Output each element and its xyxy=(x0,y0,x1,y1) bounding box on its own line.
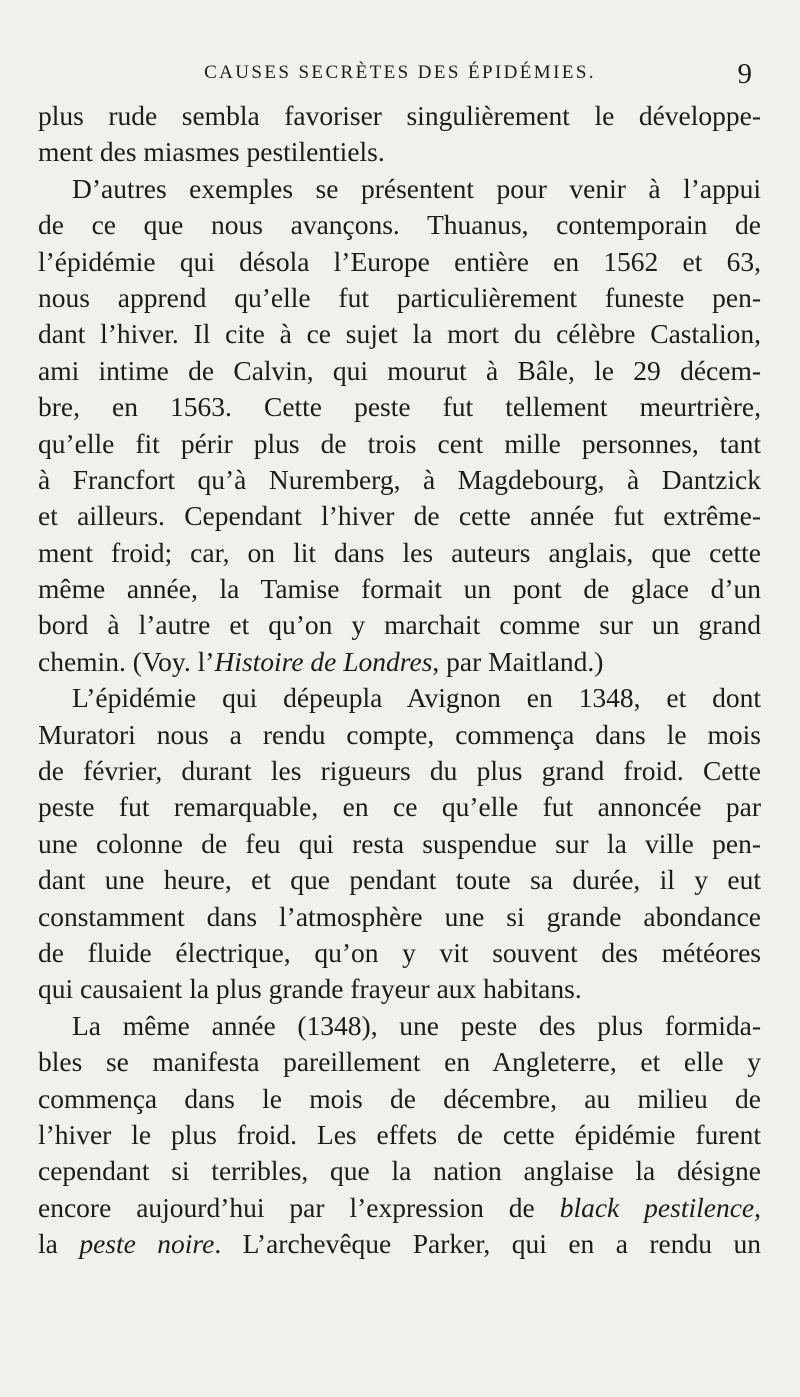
text-segment: chemin. (Voy. l’ xyxy=(38,645,215,677)
text-line: de fluide électrique, qu’on y vit souvent des météores xyxy=(38,936,761,968)
text-line: ment froid; car, on lit dans les auteurs anglais, que cette xyxy=(38,536,761,568)
text-line xyxy=(38,1190,761,1226)
text-line: une colonne de feu qui resta suspendue sur la ville pen- xyxy=(38,827,761,859)
text-line: plus rude sembla favoriser singulièrement le développe- xyxy=(38,100,761,131)
text-line: ami intime de Calvin, qui mourut à Bâle, le 29 décem- xyxy=(38,354,761,386)
text-line: D’autres exemples se présentent pour venir à l’appui xyxy=(72,172,761,204)
text-segment: la xyxy=(38,1228,80,1260)
text-line: l’épidémie qui désola l’Europe entière en 1562 et 63, xyxy=(38,245,761,277)
text-line: peste fut remarquable, en ce qu’elle fut annoncée par xyxy=(38,791,761,823)
text-line: nous apprend qu’elle fut particulièrement funeste pen- xyxy=(38,281,761,313)
italic-term: peste noire xyxy=(79,1228,215,1260)
text-line: à Francfort qu’à Nuremberg, à Magdebourg, à Dantzick xyxy=(38,463,761,495)
text-line: dant une heure, et que pendant toute sa durée, il y eut xyxy=(38,864,761,896)
text-line: La même année (1348), une peste des plus formida- xyxy=(72,1009,761,1041)
text-line: de février, durant les rigueurs du plus grand froid. Cette xyxy=(38,755,761,787)
running-header xyxy=(38,58,762,98)
text-segment: encore aujourd’hui par l’expression de xyxy=(38,1191,560,1223)
text-line: qu’elle fit périr plus de trois cent mille personnes, tant xyxy=(38,427,761,459)
text-line: bre, en 1563. Cette peste fut tellement meurtrière, xyxy=(38,391,761,423)
text-line: même année, la Tamise formait un pont de glace d’un xyxy=(38,573,761,605)
text-line: dant l’hiver. Il cite à ce sujet la mort du célèbre Castalion, xyxy=(38,318,761,350)
running-title: CAUSES SECRÈTES DES ÉPIDÉMIES. xyxy=(204,62,596,83)
text-line: et ailleurs. Cependant l’hiver de cette année fut extrême- xyxy=(38,500,761,532)
text-line: bord à l’autre et qu’on y marchait comme sur un grand xyxy=(38,609,761,641)
text-segment: , par Maitland.) xyxy=(432,645,604,677)
italic-term: black pestilence xyxy=(559,1191,755,1223)
text-line: constamment dans l’atmosphère une si grande abondance xyxy=(38,900,761,932)
body-text xyxy=(38,98,761,1263)
text-line: Muratori nous a rendu compte, commença dans le mois xyxy=(38,718,761,750)
text-line: qui causaient la plus grande frayeur aux habitans. xyxy=(38,973,582,1005)
text-segment: , xyxy=(754,1191,762,1223)
text-line xyxy=(38,1226,761,1262)
text-line xyxy=(38,644,761,680)
text-line: l’hiver le plus froid. Les effets de cette épidémie furent xyxy=(38,1118,761,1150)
page-number: 9 xyxy=(737,58,752,90)
text-line: ment des miasmes pestilentiels. xyxy=(38,136,385,168)
text-line: de ce que nous avançons. Thuanus, contemporain de xyxy=(38,209,761,241)
text-line: bles se manifesta pareillement en Angleterre, et elle y xyxy=(38,1046,761,1078)
text-line: L’épidémie qui dépeupla Avignon en 1348, et dont xyxy=(72,682,761,714)
text-line: cependant si terribles, que la nation anglaise la désigne xyxy=(38,1155,761,1187)
book-title: Histoire de Londres xyxy=(214,645,433,677)
text-segment: . L’archevêque Parker, qui en a rendu un xyxy=(214,1228,761,1260)
text-line: commença dans le mois de décembre, au milieu de xyxy=(38,1082,761,1114)
